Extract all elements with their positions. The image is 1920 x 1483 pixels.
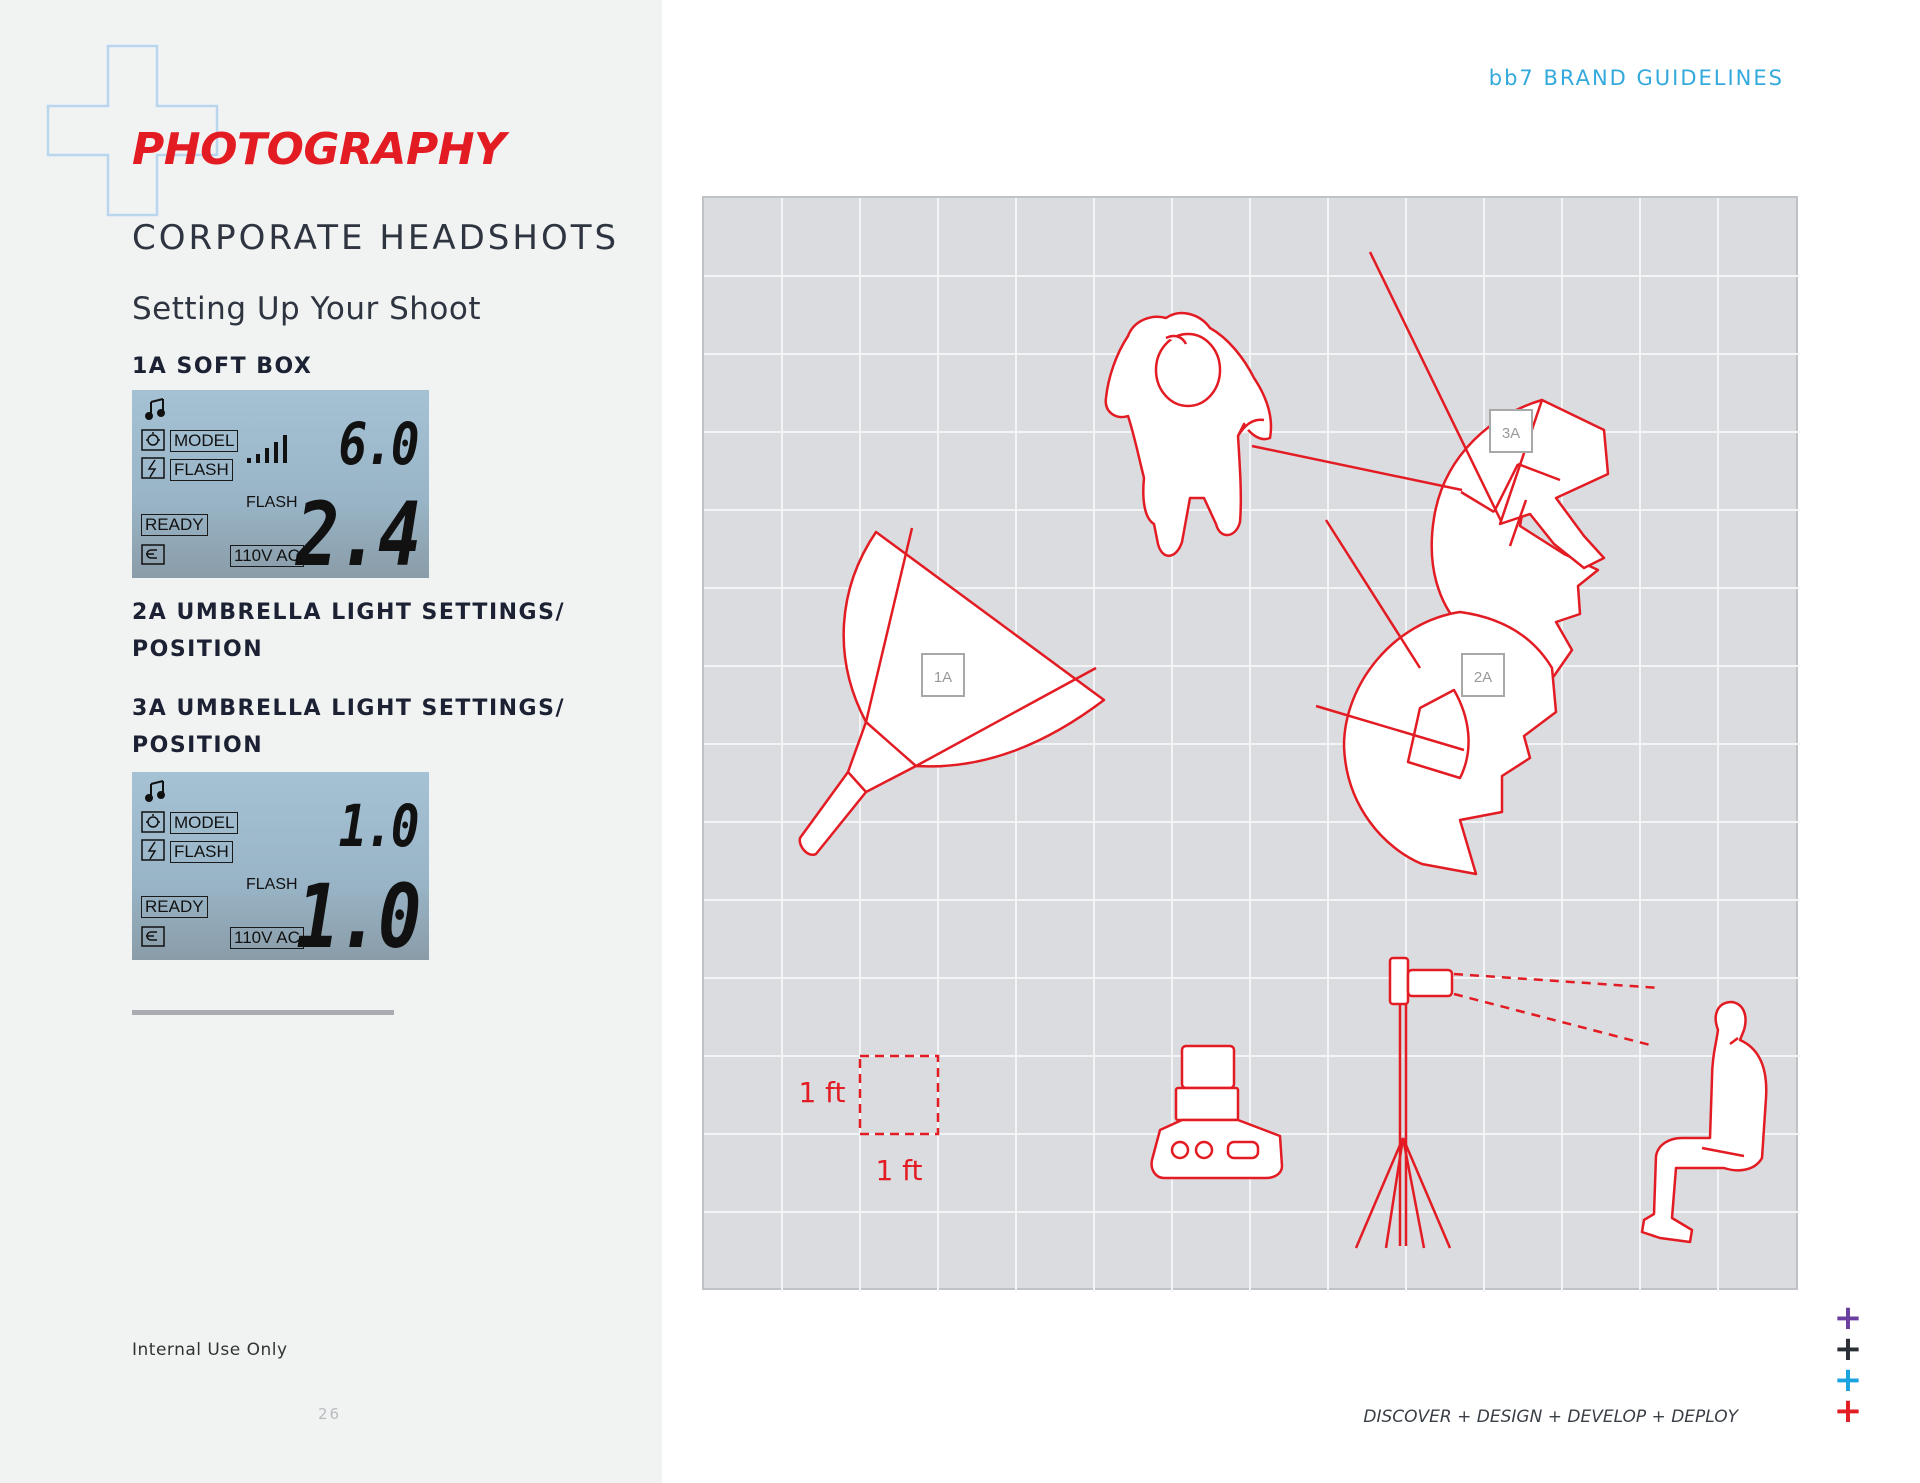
lcd-ready-chip: READY [141, 514, 208, 536]
music-note-icon [146, 399, 164, 419]
plus-icon-blue: + [1833, 1360, 1863, 1400]
brand-plus-stack [1833, 1298, 1863, 1431]
power-plug-icon [142, 927, 164, 946]
setting-label-2a: 2A UMBRELLA LIGHT SETTINGS/ POSITION [132, 600, 565, 662]
plus-icon-purple: + [1833, 1298, 1863, 1338]
plus-icon-charcoal: + [1833, 1329, 1863, 1369]
scale-square [860, 1056, 938, 1134]
lcd-flash-text: FLASH [246, 494, 298, 511]
cross-outline-icon [0, 0, 240, 230]
lcd-flash-chip: FLASH [170, 459, 233, 481]
tripod-camera-icon [1356, 958, 1660, 1248]
section-title: Setting Up Your Shoot [132, 291, 482, 327]
marker-3a-label: 3A [1501, 425, 1521, 442]
model-lamp-icon [142, 430, 164, 450]
flash-bolt-icon [142, 840, 164, 860]
page-number: 26 [318, 1405, 342, 1423]
lcd-model-value: 6.0 [338, 410, 417, 478]
tagline: DISCOVER + DESIGN + DEVELOP + DEPLOY [1363, 1407, 1738, 1427]
lighting-setup-diagram [702, 196, 1798, 1290]
lcd-power-chip: 110V AC [230, 927, 304, 949]
plus-icon-red: + [1833, 1391, 1863, 1431]
lcd-flash-value: 2.4 [296, 483, 419, 578]
scale-label-vertical: 1 ft [798, 1076, 846, 1109]
music-note-icon [146, 781, 164, 801]
lcd-ready-chip: READY [141, 896, 208, 918]
power-plug-icon [142, 545, 164, 564]
signal-bars-icon [247, 435, 287, 463]
lcd-power-chip: 110V AC [230, 545, 304, 567]
flash-lcd-display-1a [132, 390, 429, 578]
flash-bolt-icon [142, 458, 164, 478]
marker-2a-label: 2A [1473, 669, 1493, 686]
flash-lcd-display-2a-3a [132, 772, 429, 960]
marker-1a-label: 1A [933, 669, 953, 686]
lcd-flash-value: 1.0 [296, 865, 419, 960]
page-title: PHOTOGRAPHY [132, 124, 506, 175]
lcd-model-chip: MODEL [170, 812, 238, 834]
left-panel [0, 0, 662, 1483]
model-lamp-icon [142, 812, 164, 832]
subject-top-view-icon [1106, 313, 1271, 556]
lcd-flash-text: FLASH [246, 876, 298, 893]
setting-label-3a: 3A UMBRELLA LIGHT SETTINGS/ POSITION [132, 696, 565, 758]
internal-use-note: Internal Use Only [132, 1340, 288, 1360]
brand-header: bb7 BRAND GUIDELINES [1488, 66, 1784, 90]
page-subtitle: CORPORATE HEADSHOTS [132, 218, 620, 258]
setting-label-1a: 1A SOFT BOX [132, 354, 313, 379]
lcd-model-value: 1.0 [338, 792, 417, 860]
lighting-diagram-canvas [704, 198, 1800, 1292]
lcd-model-chip: MODEL [170, 430, 238, 452]
seated-subject-icon [1642, 1002, 1766, 1242]
scale-label-horizontal: 1 ft [875, 1154, 923, 1187]
lcd-flash-chip: FLASH [170, 841, 233, 863]
section-divider [132, 1010, 394, 1015]
